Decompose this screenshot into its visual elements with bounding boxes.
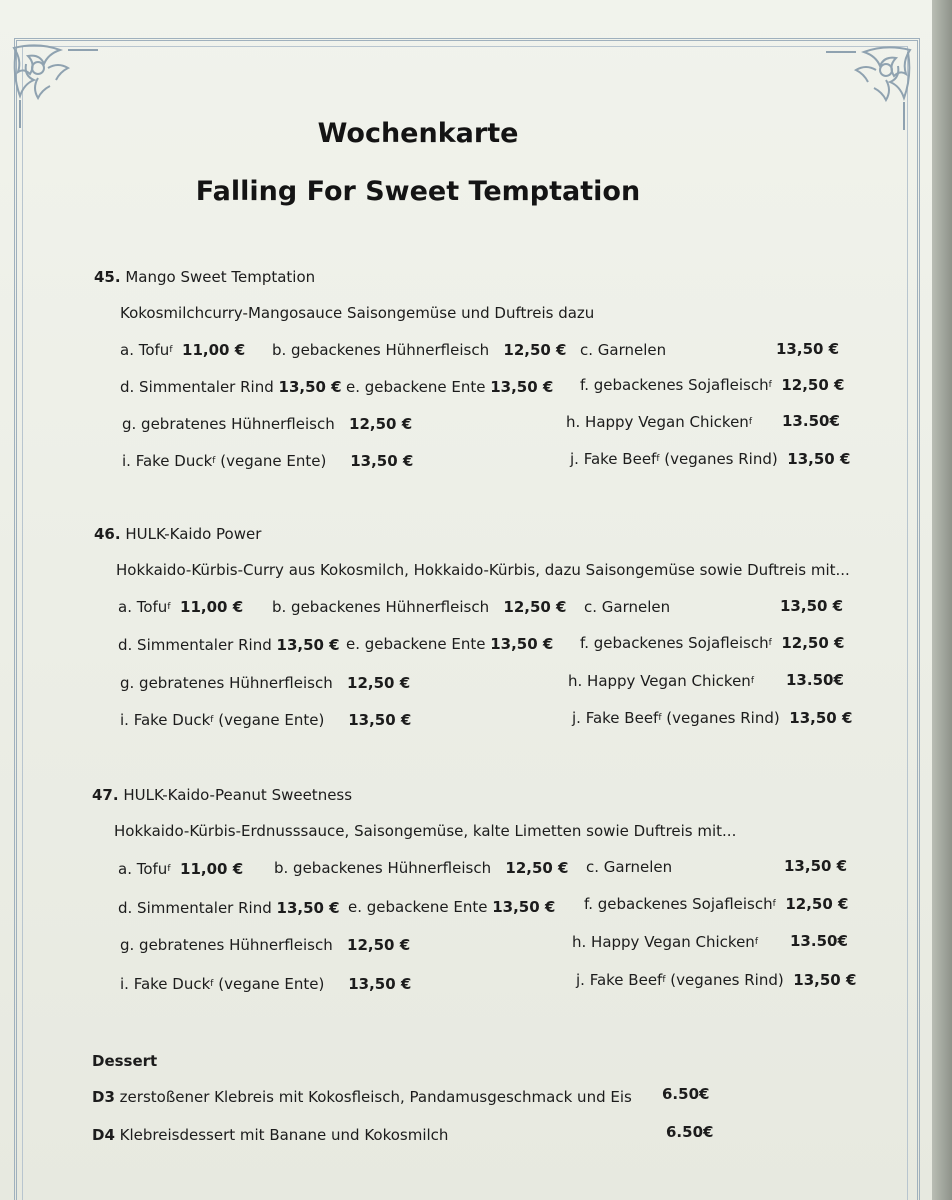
option-label: g. gebratenes Hühnerfleisch [120,674,333,692]
option-e [346,378,553,396]
dish-name: HULK-Kaido-Peanut Sweetness [123,786,353,804]
option-f: f. gebackenes Sojafleisch$^f$ 12,50 € [580,634,845,652]
option-f: f. gebackenes Sojafleisch$^f$ 12,50 € [584,895,849,913]
option-d [118,899,340,917]
option-price: 12,50 € [785,895,849,913]
option-g [120,936,410,954]
option-price: 12,50 € [503,598,567,616]
page-edge-shadow [932,0,952,1200]
corner-ornament-icon [826,40,916,130]
dessert-price: 6.50€ [662,1085,710,1103]
option-h-price: 13.50€ [786,671,844,689]
option-label: h. Happy Vegan Chicken [568,672,751,690]
option-label: d. Simmentaler Rind [120,378,274,396]
option-price: 13,50 € [787,450,851,468]
option-price: 12,50 € [347,936,411,954]
option-d [120,378,342,396]
dish-description: Hokkaido-Kürbis-Curry aus Kokosmilch, Hokkaido-Kürbis, dazu Saisongemüse sowie Duftreis mit... [116,561,850,579]
option-price: 11,00 € [182,341,246,359]
dessert-code: D3 [92,1088,115,1106]
option-label: d. Simmentaler Rind [118,899,272,917]
dish-number: 45. [94,268,121,286]
option-label: b. gebackenes Hühnerfleisch [272,598,490,616]
option-label: f. gebackenes Sojafleisch [584,895,773,913]
dessert-name: zerstoßener Klebreis mit Kokosfleisch, Pandamusgeschmack und Eis [119,1088,632,1106]
option-price: 13,50 € [348,975,412,993]
option-price: 12,50 € [781,376,845,394]
option-price: 13,50 € [793,971,857,989]
dessert-code: D4 [92,1126,115,1144]
option-price: 13,50 € [492,898,556,916]
dish-description: Hokkaido-Kürbis-Erdnusssauce, Saisongemüse, kalte Limetten sowie Duftreis mit... [114,822,737,840]
option-price: 13,50 € [490,635,554,653]
option-g [120,674,410,692]
option-j: j. Fake Beef$^f$ (veganes Rind) 13,50 € [576,971,857,989]
option-price: 12,50 € [347,674,411,692]
dish-number: 47. [92,786,119,804]
option-label: i. Fake Duck [122,452,213,470]
option-label: a. Tofu [118,860,168,878]
dish-description: Kokosmilchcurry-Mangosauce Saisongemüse und Duftreis dazu [120,304,595,322]
option-price: 12,50 € [781,634,845,652]
page-subtitle: Falling For Sweet Temptation [195,176,641,207]
page-border-inner [22,46,908,1200]
option-a: a. Tofu$^f$ 11,00 € [118,598,244,616]
option-label: i. Fake Duck [120,975,211,993]
dessert-item [92,1126,448,1144]
option-h-price: 13.50€ [782,412,840,430]
option-h: h. Happy Vegan Chicken$^f$ [568,672,754,690]
option-price: 11,00 € [180,598,244,616]
option-label: g. gebratenes Hühnerfleisch [122,415,335,433]
option-label: j. Fake Beef [570,450,657,468]
dish-name: Mango Sweet Temptation [125,268,316,286]
option-label: c. Garnelen [586,858,673,876]
dish-heading [94,268,315,286]
dessert-heading: Dessert [92,1052,158,1070]
dish-name: HULK-Kaido Power [125,525,262,543]
option-label: i. Fake Duck [120,711,211,729]
option-label: c. Garnelen [580,341,667,359]
option-g [122,415,412,433]
option-b [272,598,567,616]
option-e [346,635,553,653]
option-c [586,858,672,876]
corner-ornament-icon [8,38,98,128]
option-price: 13,50 € [348,711,412,729]
option-label: j. Fake Beef [572,709,659,727]
option-e [348,898,555,916]
option-c [584,598,670,616]
option-j: j. Fake Beef$^f$ (veganes Rind) 13,50 € [572,709,853,727]
option-price: 13,50 € [350,452,414,470]
option-a: a. Tofu$^f$ 11,00 € [118,860,244,878]
option-label: b. gebackenes Hühnerfleisch [272,341,490,359]
option-label: d. Simmentaler Rind [118,636,272,654]
option-label: c. Garnelen [584,598,671,616]
option-price: 13,50 € [276,636,340,654]
option-b [272,341,567,359]
option-label: f. gebackenes Sojafleisch [580,634,769,652]
option-c-price: 13,50 € [776,340,840,358]
option-price: 13,50 € [276,899,340,917]
option-label: h. Happy Vegan Chicken [566,413,749,431]
page-title: Wochenkarte [317,118,519,149]
option-c [580,341,666,359]
option-d [118,636,340,654]
option-b [274,859,569,877]
option-label: g. gebratenes Hühnerfleisch [120,936,333,954]
option-label: h. Happy Vegan Chicken [572,933,755,951]
option-label: a. Tofu [120,341,170,359]
option-price: 12,50 € [349,415,413,433]
option-f: f. gebackenes Sojafleisch$^f$ 12,50 € [580,376,845,394]
option-c-price: 13,50 € [780,597,844,615]
option-price: 12,50 € [503,341,567,359]
dessert-name: Klebreisdessert mit Banane und Kokosmilch [119,1126,449,1144]
dessert-price: 6.50€ [666,1123,714,1141]
dish-heading [92,786,352,804]
option-h-price: 13.50€ [790,932,848,950]
option-price: 13,50 € [278,378,342,396]
option-price: 11,00 € [180,860,244,878]
option-i: i. Fake Duck$^f$ (vegane Ente) 13,50 € [120,711,412,729]
dish-heading [94,525,261,543]
option-h: h. Happy Vegan Chicken$^f$ [572,933,758,951]
option-price: 13,50 € [490,378,554,396]
option-label: a. Tofu [118,598,168,616]
option-label: e. gebackene Ente [346,378,486,396]
option-a: a. Tofu$^f$ 11,00 € [120,341,246,359]
option-i: i. Fake Duck$^f$ (vegane Ente) 13,50 € [120,975,412,993]
option-i: i. Fake Duck$^f$ (vegane Ente) 13,50 € [122,452,414,470]
option-price: 13,50 € [789,709,853,727]
option-h: h. Happy Vegan Chicken$^f$ [566,413,752,431]
option-label: j. Fake Beef [576,971,663,989]
option-j: j. Fake Beef$^f$ (veganes Rind) 13,50 € [570,450,851,468]
option-label: f. gebackenes Sojafleisch [580,376,769,394]
dessert-item [92,1088,632,1106]
option-label: e. gebackene Ente [346,635,486,653]
option-c-price: 13,50 € [784,857,848,875]
option-price: 12,50 € [505,859,569,877]
option-label: e. gebackene Ente [348,898,488,916]
dish-number: 46. [94,525,121,543]
option-label: b. gebackenes Hühnerfleisch [274,859,492,877]
